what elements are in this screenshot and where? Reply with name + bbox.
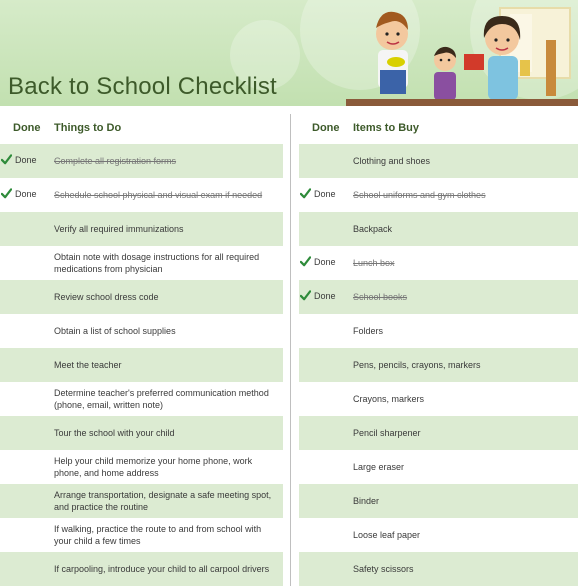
checklist-row [0, 382, 283, 416]
checklist-row [299, 518, 578, 552]
checklist-item-text: Review school dress code [54, 291, 159, 302]
done-toggle[interactable] [299, 246, 347, 280]
checklist-item-text: Folders [353, 325, 384, 336]
done-toggle[interactable] [299, 280, 347, 314]
done-toggle[interactable] [0, 246, 48, 280]
desk-edge [346, 99, 578, 106]
done-label: Done [15, 189, 37, 199]
checklist-row [0, 212, 283, 246]
checklist-item-text: Large eraser [353, 461, 405, 472]
done-toggle[interactable] [0, 314, 48, 348]
checklist-row [299, 144, 578, 178]
check-icon [1, 154, 12, 165]
done-toggle[interactable] [0, 416, 48, 450]
checklist-item-text: Meet the teacher [54, 359, 122, 370]
column-divider [290, 114, 291, 586]
done-toggle[interactable] [299, 416, 347, 450]
family-illustration [350, 0, 578, 100]
checklist-item-text: School uniforms and gym clothes [353, 189, 486, 200]
checklist-row [299, 178, 578, 212]
done-toggle[interactable] [299, 178, 347, 212]
checklist-item-text: Safety scissors [353, 563, 414, 574]
items-to-buy-header: Items to Buy [353, 122, 420, 134]
checklist-row [0, 348, 283, 382]
done-toggle[interactable] [299, 518, 347, 552]
done-toggle[interactable] [0, 144, 48, 178]
done-column-header: Done [13, 122, 41, 134]
checklist-row [0, 178, 283, 212]
checklist-row [299, 348, 578, 382]
done-toggle[interactable] [299, 382, 347, 416]
checklist-row [299, 552, 578, 586]
done-toggle[interactable] [0, 518, 48, 552]
checklist-row [0, 416, 283, 450]
done-label: Done [314, 291, 336, 301]
checklist-row [0, 518, 283, 552]
header-banner [0, 0, 578, 106]
checklist-item-text: Obtain note with dosage instructions for all required medications from physician [54, 251, 260, 274]
done-column-header: Done [312, 122, 340, 134]
right-header [299, 118, 578, 138]
done-toggle[interactable] [0, 484, 48, 518]
checklist-item-text: Complete all registration forms [54, 155, 177, 166]
done-toggle[interactable] [0, 450, 48, 484]
things-to-do-header: Things to Do [54, 122, 122, 134]
check-icon [300, 256, 311, 267]
checklist-row [0, 450, 283, 484]
checklist-item-text: School books [353, 291, 408, 302]
done-toggle[interactable] [299, 552, 347, 586]
checklist-item-text: Pencil sharpener [353, 427, 421, 438]
done-toggle[interactable] [0, 348, 48, 382]
done-toggle[interactable] [299, 450, 347, 484]
done-label: Done [15, 155, 37, 165]
done-toggle[interactable] [299, 144, 347, 178]
checklist-row [0, 484, 283, 518]
done-toggle[interactable] [299, 484, 347, 518]
check-icon [1, 188, 12, 199]
checklist-item-text: Clothing and shoes [353, 155, 431, 166]
checklist-item-text: Loose leaf paper [353, 529, 421, 540]
checklist-row [0, 246, 283, 280]
checklist-item-text: Verify all required immunizations [54, 223, 184, 234]
checklist-item-text: Lunch box [353, 257, 395, 268]
checklist-item-text: Pens, pencils, crayons, markers [353, 359, 481, 370]
done-label: Done [314, 189, 336, 199]
checklist-item-text: Determine teacher's preferred communication method (phone, email, written note) [54, 387, 269, 410]
checklist-item-text: Tour the school with your child [54, 427, 175, 438]
checklist-item-text: If walking, practice the route to and from school with your child a few times [54, 523, 262, 546]
checklist-row [299, 484, 578, 518]
page-title: Back to School Checklist [8, 73, 277, 100]
checklist-row [0, 314, 283, 348]
done-toggle[interactable] [0, 280, 48, 314]
checklist-item-text: If carpooling, introduce your child to all carpool drivers [54, 563, 270, 574]
checklist-item-text: Crayons, markers [353, 393, 425, 404]
checklist-item-text: Backpack [353, 223, 393, 234]
checklist-item-text: Schedule school physical and visual exam if needed [54, 189, 263, 200]
checklist-item-text: Help your child memorize your home phone, work phone, and home address [54, 455, 253, 478]
checklist-item-text: Arrange transportation, designate a safe meeting spot, and practice the routine [54, 489, 272, 512]
left-header [0, 118, 283, 138]
done-toggle[interactable] [0, 178, 48, 212]
checklist-row [299, 246, 578, 280]
checklist-row [299, 314, 578, 348]
done-toggle[interactable] [0, 382, 48, 416]
checklist-row [299, 382, 578, 416]
done-toggle[interactable] [299, 314, 347, 348]
checklist-row [299, 280, 578, 314]
done-toggle[interactable] [0, 552, 48, 586]
done-label: Done [314, 257, 336, 267]
done-toggle[interactable] [299, 348, 347, 382]
checklist-row [0, 280, 283, 314]
checklist-row [299, 212, 578, 246]
checklist-row [299, 416, 578, 450]
done-toggle[interactable] [0, 212, 48, 246]
checklist-row [0, 144, 283, 178]
checklist-row [299, 450, 578, 484]
checklist-item-text: Obtain a list of school supplies [54, 325, 176, 336]
check-icon [300, 290, 311, 301]
check-icon [300, 188, 311, 199]
done-toggle[interactable] [299, 212, 347, 246]
checklist-row [0, 552, 283, 586]
checklist-item-text: Binder [353, 495, 380, 506]
